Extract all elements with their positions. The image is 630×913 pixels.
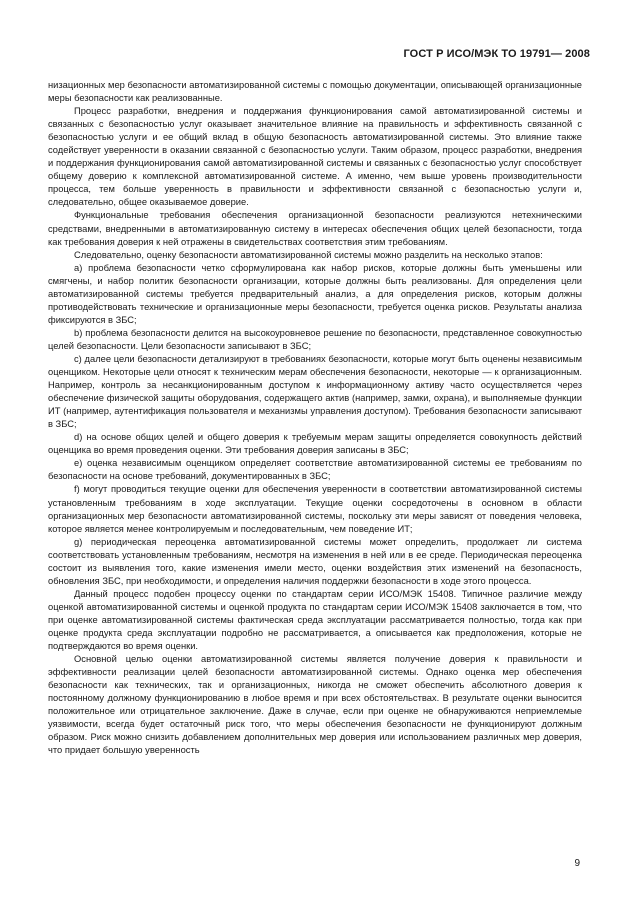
list-item-b: b) проблема безопасности делится на высокоуровневое решение по безопасности, представленное совокупностью целей безопасности. Цели безопасности записывают в ЗБС;	[48, 327, 582, 351]
paragraph-main-goal: Основной целью оценки автоматизированной системы является получение доверия к правильности и эффективности реализации целей безопасности автоматизированной системы. Однако оценка мер обеспечения безопасности как технических, так и организационных, никогда не сможет обеспечить абсолютного доверия к постоянному должному функционированию в любое время и при всех обстоятельствах. В результате оценки выносится положительное или отрицательное заключение. Даже в случае, если при оценке не обнаруживаются неприемлемые уязвимости, всегда будет остаточный риск того, что меры обеспечения безопасности не функционируют должным образом. Риск можно снизить добавлением дополнительных мер доверия или использованием различных мер доверия, что придает большую уверенность	[48, 654, 582, 756]
list-item-c: c) далее цели безопасности детализируют в требованиях безопасности, которые могут быть оценены независимым оценщиком. Некоторые цели относят к техническим мерам обеспечения безопасности, некоторые — к организационным. Например, контроль за несанкционированным доступом к информационному активу часто осуществляется через обеспечение физической защиты оборудования, содержащего актив (например, замки, охрана), и выполняемые функции ИТ (например, аутентификация пользователя и механизмы управления доступом). Требования безопасности записывают в ЗБС;	[48, 353, 582, 430]
page-number: 9	[574, 858, 580, 869]
list-item-a: a) проблема безопасности четко сформулирована как набор рисков, которые должны быть уменьшены или смягчены, и набор политик безопасности организации, которые должны быть реализованы. Для определения цели автоматизированной системы требуется предварительный анализ, а для определения рисков, которым должны противодействовать технические и организационные меры безопасности, требуется оценка рисков. Результаты анализа фиксируются в ЗБС;	[48, 262, 582, 325]
paragraph-comparison: Данный процесс подобен процессу оценки по стандартам серии ИСО/МЭК 15408. Типичное различие между оценкой автоматизированной системы и оценкой продукта по стандартам серии ИСО/МЭК 15408 заключается в том, что при оценке автоматизированной системы фактическая среда эксплуатации рассматривается полностью, тогда как при оценке продукта среда эксплуатации подробно не рассматривается, а описывается как предположения, которые не подтверждаются во время оценки.	[48, 588, 582, 652]
standard-header: ГОСТ Р ИСО/МЭК ТО 19791— 2008	[403, 48, 590, 60]
paragraph-evaluation-stages-intro: Следовательно, оценку безопасности автоматизированной системы можно разделить на несколько этапов:	[74, 249, 543, 260]
paragraph-continuation: низационных мер безопасности автоматизированной системы с помощью документации, описывающей организационные меры безопасности как реализованные.	[48, 80, 582, 104]
paragraph-functional-requirements: Функциональные требования обеспечения организационной безопасности реализуются нетехническими средствами, внедренными в автоматизированную систему в интересах обеспечения общих целей безопасности, тогда как требования доверия к ней отражены в свидетельствах соответствия этим требованиям.	[48, 210, 582, 247]
list-item-d: d) на основе общих целей и общего доверия к требуемым мерам защиты определяется совокупность действий оценщика во время проведения оценки. Эти требования доверия записаны в ЗБС;	[48, 432, 582, 456]
list-item-e: e) оценка независимым оценщиком определяет соответствие автоматизированной системы ее требованиям по безопасности на основе требований, документированных в ЗБС;	[48, 458, 582, 482]
body-text	[48, 79, 582, 757]
list-item-g: g) периодическая переоценка автоматизированной системы может определить, продолжает ли система соответствовать установленным требованиям, несмотря на изменения в ней или в ее среде. Периодическая переоценка состоит из выявления того, какие изменения имели место, оценки воздействия этих изменений на безопасность, обновления ЗБС, при необходимости, и определения наличия поддержки безопасности в ходе этого процесса.	[48, 536, 582, 586]
list-item-f: f) могут проводиться текущие оценки для обеспечения уверенности в соответствии автоматизированной системы установленным требованиям в ходе эксплуатации. Текущие оценки сосредоточены в основном в области организационных мер безопасности автоматизированной системы, поскольку эти меры зависят от поведения человека, которое является менее контролируемым и последовательным, чем поведение ИТ;	[48, 484, 582, 534]
paragraph-process: Процесс разработки, внедрения и поддержания функционирования самой автоматизированной системы и связанных с безопасностью услуг оказывает значительное влияние на правильность и эффективность связанной с безопасностью услуги и ее общий вклад в общую безопасность автоматизированной системы. Это влияние также содействует уверенности в оказании связанной с безопасностью услуги. Таким образом, процесс разработки, внедрения и поддержания функционирования самой автоматизированной системы и связанных с безопасностью услуг способствует общему доверию к комплексной автоматизированной системе. А именно, чем выше уровень производительности процесса, тем больше уверенность в правильности и эффективности связанной с безопасностью услуги и, следовательно, общее оказываемое доверие.	[48, 106, 582, 208]
